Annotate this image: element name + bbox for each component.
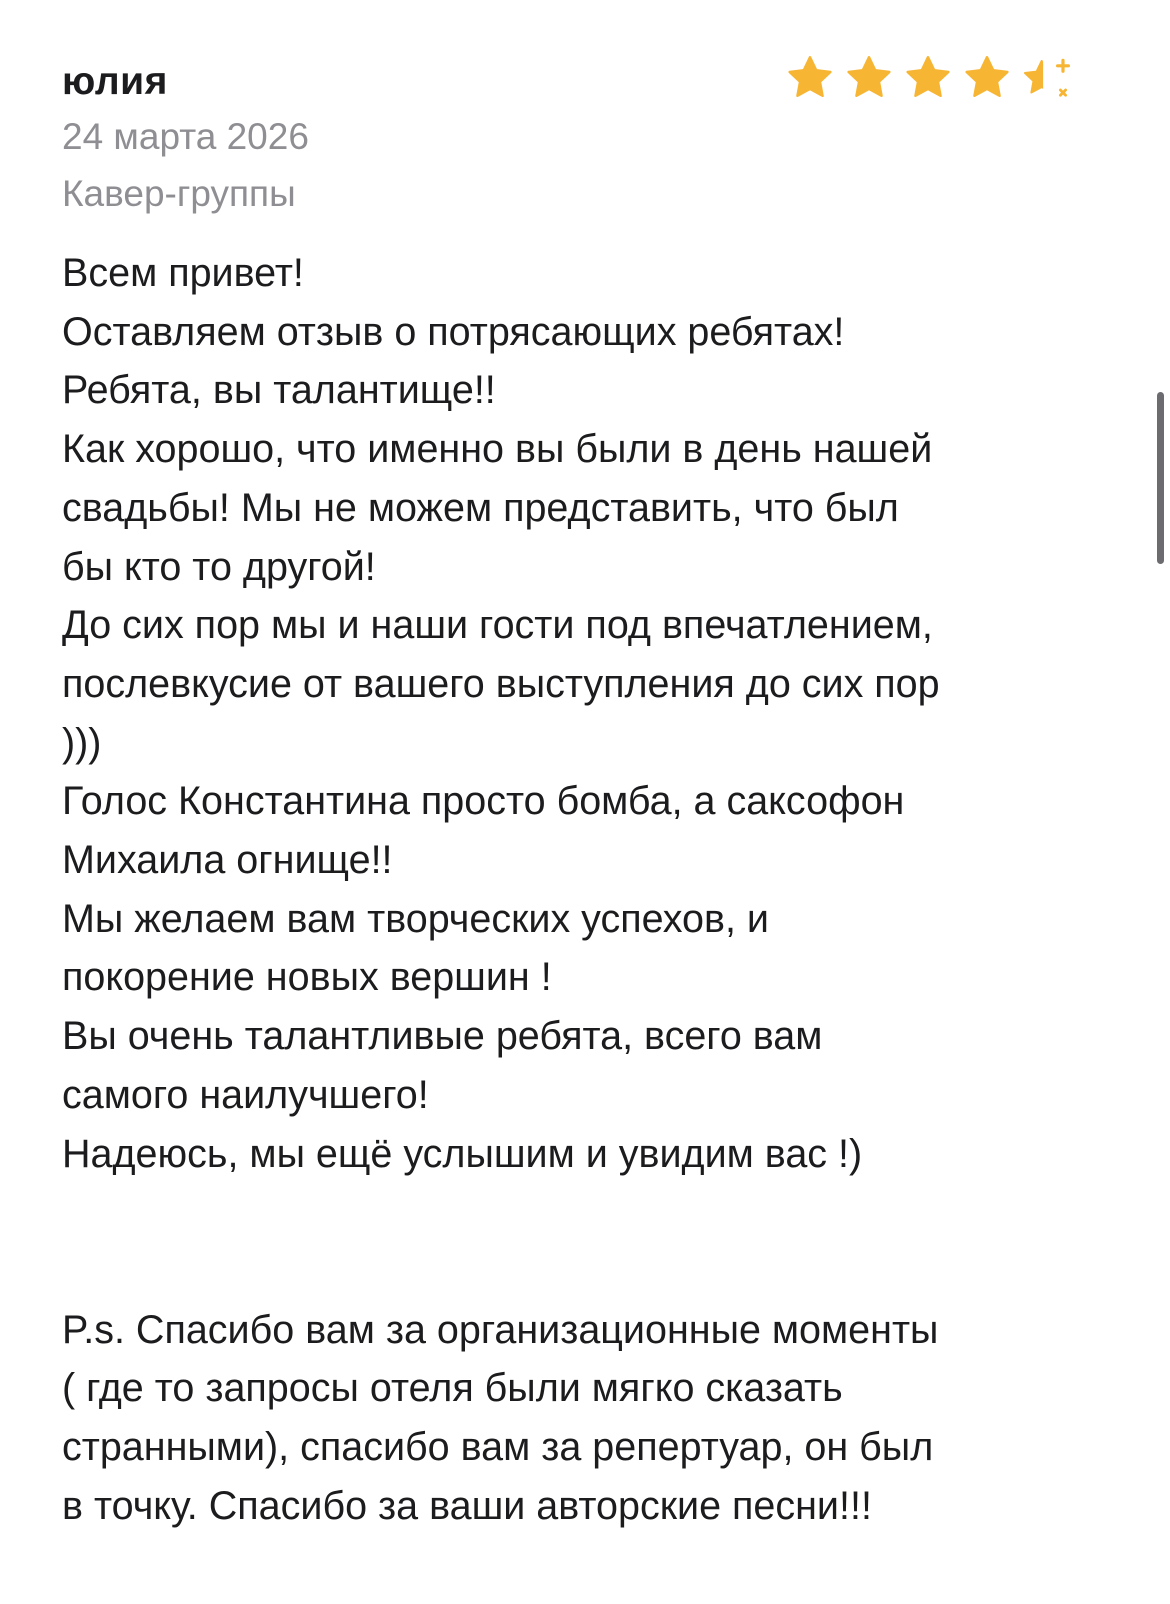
review-line: Ребята, вы талантище!! bbox=[62, 368, 496, 413]
review-line: Голос Константина просто бомба, а саксофон bbox=[62, 779, 905, 824]
review-line: Мы желаем вам творческих успехов, и bbox=[62, 896, 769, 941]
review-category: Кавер-группы bbox=[62, 173, 296, 214]
review-line: Вы очень талантливые ребята, всего вам bbox=[62, 1014, 823, 1059]
review-line: Всем привет! bbox=[62, 251, 304, 295]
review-ps-line: ( где то запросы отеля были мягко сказать bbox=[62, 1366, 843, 1411]
review-line: Надеюсь, мы ещё услышим и увидим вас !) bbox=[62, 1131, 863, 1176]
review-line: покорение новых вершин ! bbox=[62, 955, 552, 1000]
review-ps-line: P.s. Спасибо вам за организационные моменты bbox=[62, 1307, 939, 1352]
review-line: Как хорошо, что именно вы были в день нашей bbox=[62, 427, 933, 472]
paragraph-gap bbox=[62, 1183, 1122, 1300]
half-star-icon bbox=[1022, 54, 1070, 102]
scrollbar[interactable] bbox=[1157, 392, 1164, 564]
review-ps-line: странными), спасибо вам за репертуар, он был bbox=[62, 1425, 934, 1470]
rating-stars bbox=[786, 54, 1116, 108]
review-text bbox=[62, 244, 1122, 1535]
review-date: 24 марта 2026 bbox=[62, 116, 309, 157]
review-line: свадьбы! Мы не можем представить, что был bbox=[62, 485, 899, 530]
review-line: До сих пор мы и наши гости под впечатлением, bbox=[62, 603, 933, 648]
review-line: ))) bbox=[62, 720, 102, 765]
star-icon bbox=[963, 54, 1011, 102]
star-icon bbox=[845, 54, 893, 102]
review-line: самого наилучшего! bbox=[62, 1072, 429, 1117]
review-line: бы кто то другой! bbox=[62, 544, 376, 589]
star-icon bbox=[786, 54, 834, 102]
review-card bbox=[62, 56, 1122, 1535]
review-line: Оставляем отзыв о потрясающих ребятах! bbox=[62, 309, 845, 354]
review-ps-line: в точку. Спасибо за ваши авторские песни!!! bbox=[62, 1483, 872, 1528]
review-line: послевкусие от вашего выступления до сих пор bbox=[62, 661, 940, 706]
review-author: юлия bbox=[62, 60, 168, 103]
review-line: Михаила огнище!! bbox=[62, 838, 393, 883]
star-icon bbox=[904, 54, 952, 102]
